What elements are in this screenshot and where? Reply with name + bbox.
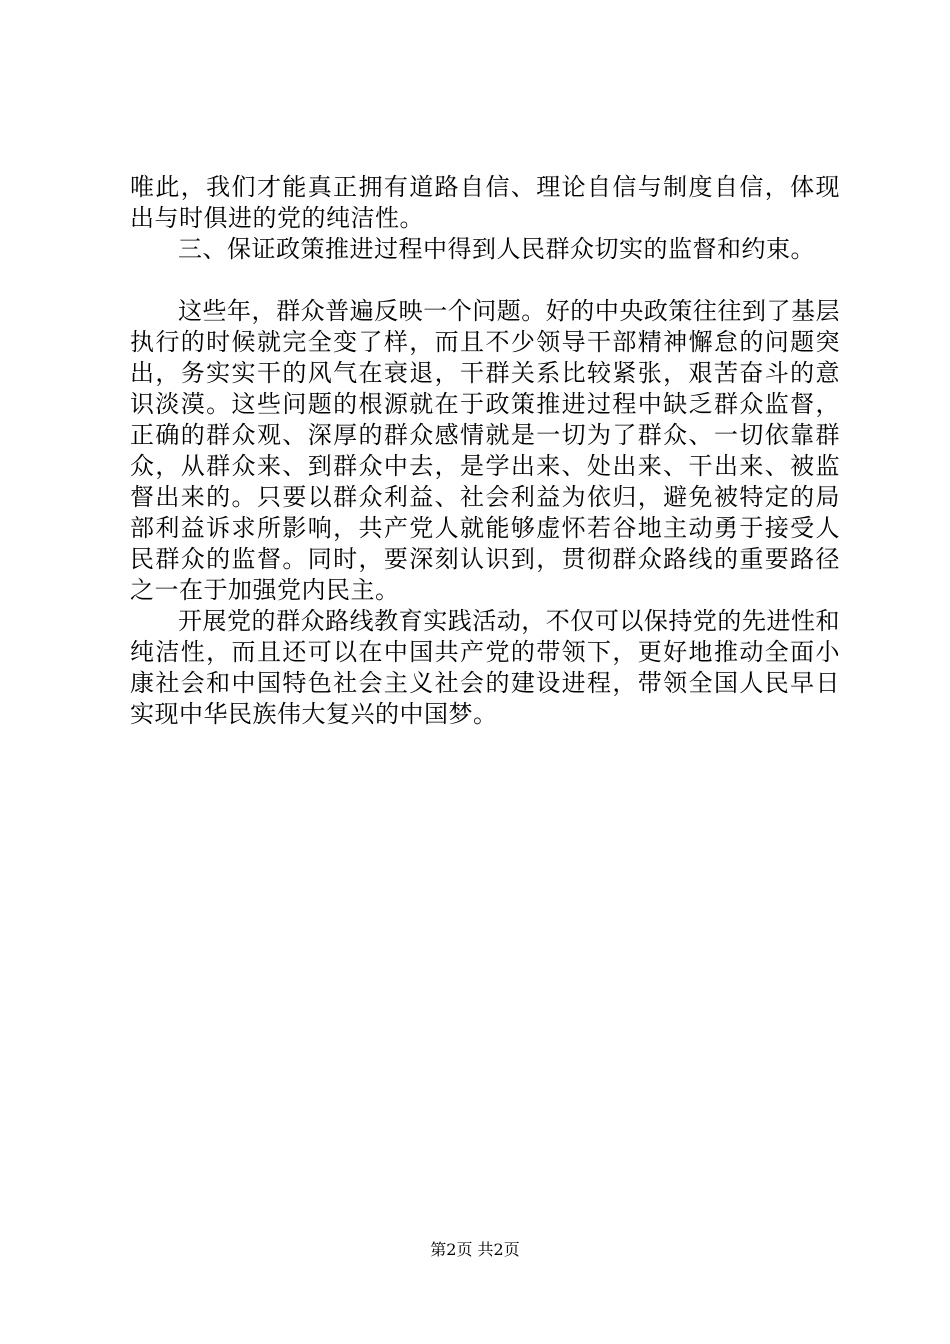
page-footer: 第2页 共2页 — [430, 1240, 520, 1259]
blank-line — [130, 265, 840, 296]
paragraph-continuation: 唯此，我们才能真正拥有道路自信、理论自信与制度自信，体现出与时俱进的党的纯洁性。 — [130, 173, 840, 232]
document-body — [130, 172, 840, 730]
section-heading-three: 三、保证政策推进过程中得到人民群众切实的监督和约束。 — [178, 235, 815, 263]
paragraph-supervision: 这些年，群众普遍反映一个问题。好的中央政策往往到了基层执行的时候就完全变了样，而且不少领导干部精神懈怠的问题突出，务实实干的风气在衰退，干群关系比较紧张，艰苦奋斗的意识淡漠。这些问题的根源就在于政策推进过程中缺乏群众监督，正确的群众观、深厚的群众感情就是一切为了群众、一切依靠群众，从群众来、到群众中去，是学出来、处出来、干出来、被监督出来的。只要以群众利益、社会利益为依归，避免被特定的局部利益诉求所影响，共产党人就能够虚怀若谷地主动勇于接受人民群众的监督。同时，要深刻认识到，贯彻群众路线的重要路径之一在于加强党内民主。 — [130, 297, 840, 604]
paragraph-conclusion: 开展党的群众路线教育实践活动，不仅可以保持党的先进性和纯洁性，而且还可以在中国共产党的带领下，更好地推动全面小康社会和中国特色社会主义社会的建设进程，带领全国人民早日实现中华民族伟大复兴的中国梦。 — [130, 607, 840, 728]
